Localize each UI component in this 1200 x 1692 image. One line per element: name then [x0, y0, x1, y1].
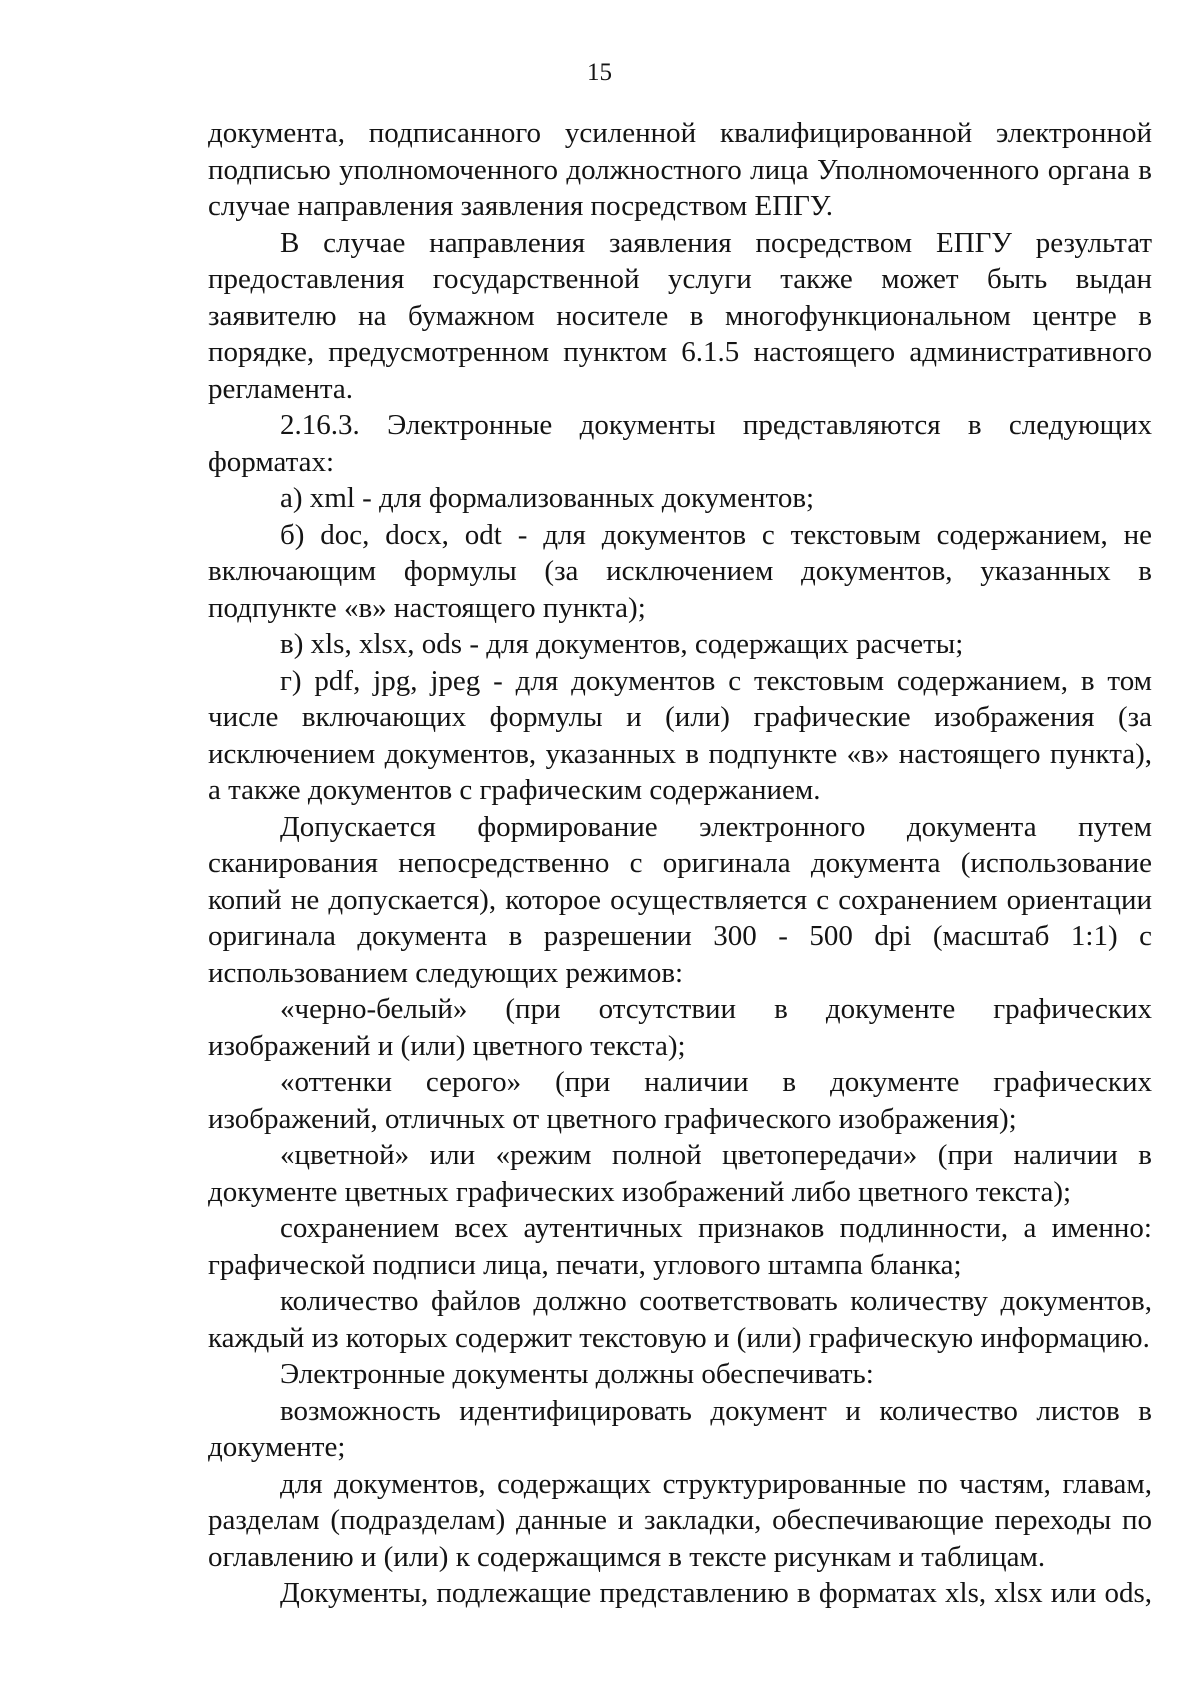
page-number: 15	[587, 59, 612, 86]
paragraph: сохранением всех аутентичных признаков подлинности, а именно: графической подписи лица, печати, углового штампа бланка;	[208, 1212, 1152, 1281]
paragraph: «цветной» или «режим полной цветопередачи» (при наличии в документе цветных графических изображений либо цветного текста);	[208, 1139, 1152, 1208]
paragraph: количество файлов должно соответствовать количеству документов, каждый из которых содержит текстовую и (или) графическую информацию.	[208, 1285, 1152, 1354]
paragraph: Документы, подлежащие представлению в форматах xls, xlsx или ods,	[280, 1577, 1152, 1609]
paragraph: документа, подписанного усиленной квалифицированной электронной подписью уполномоченного должностного лица Уполномоченного органа в случае направления заявления посредством ЕПГУ.	[208, 117, 1152, 222]
paragraph: 2.16.3. Электронные документы представляются в следующих форматах:	[208, 409, 1152, 478]
paragraph: а) xml - для формализованных документов;	[280, 482, 815, 514]
paragraph: «черно-белый» (при отсутствии в документе графических изображений и (или) цветного текста);	[208, 993, 1152, 1062]
paragraph: В случае направления заявления посредством ЕПГУ результат предоставления государственной услуги также может быть выдан заявителю на бумажном носителе в многофункциональном центре в порядке, предусмотренном пунктом 6.1.5 настоящего административного регламента.	[208, 226, 1152, 405]
paragraph: б) doc, docx, odt - для документов с текстовым содержанием, не включающим формулы (за исключением документов, указанных в подпункте «в» настоящего пункта);	[208, 518, 1152, 624]
paragraph: г) pdf, jpg, jpeg - для документов с текстовым содержанием, в том числе включающих формулы и (или) графические изображения (за исключением документов, указанных в подпункте «в» настоящего пункта), а также документов с графическим содержанием.	[208, 664, 1152, 806]
paragraph: Допускается формирование электронного документа путем сканирования непосредственно с оригинала документа (использование копий не допускается), которое осуществляется с сохранением ориентации оригинала документа в разрешении 300 - 500 dpi (масштаб 1:1) с использованием следующих режимов:	[208, 810, 1152, 989]
document-body	[208, 115, 1152, 1612]
paragraph: Электронные документы должны обеспечивать:	[280, 1358, 874, 1390]
paragraph: в) xls, xlsx, ods - для документов, содержащих расчеты;	[280, 628, 964, 660]
paragraph: возможность идентифицировать документ и количество листов в документе;	[208, 1394, 1152, 1463]
paragraph: для документов, содержащих структурированные по частям, главам, разделам (подразделам) данные и закладки, обеспечивающие переходы по оглавлению и (или) к содержащимся в тексте рисункам и таблицам.	[208, 1467, 1152, 1573]
paragraph: «оттенки серого» (при наличии в документе графических изображений, отличных от цветного графического изображения);	[208, 1066, 1152, 1135]
